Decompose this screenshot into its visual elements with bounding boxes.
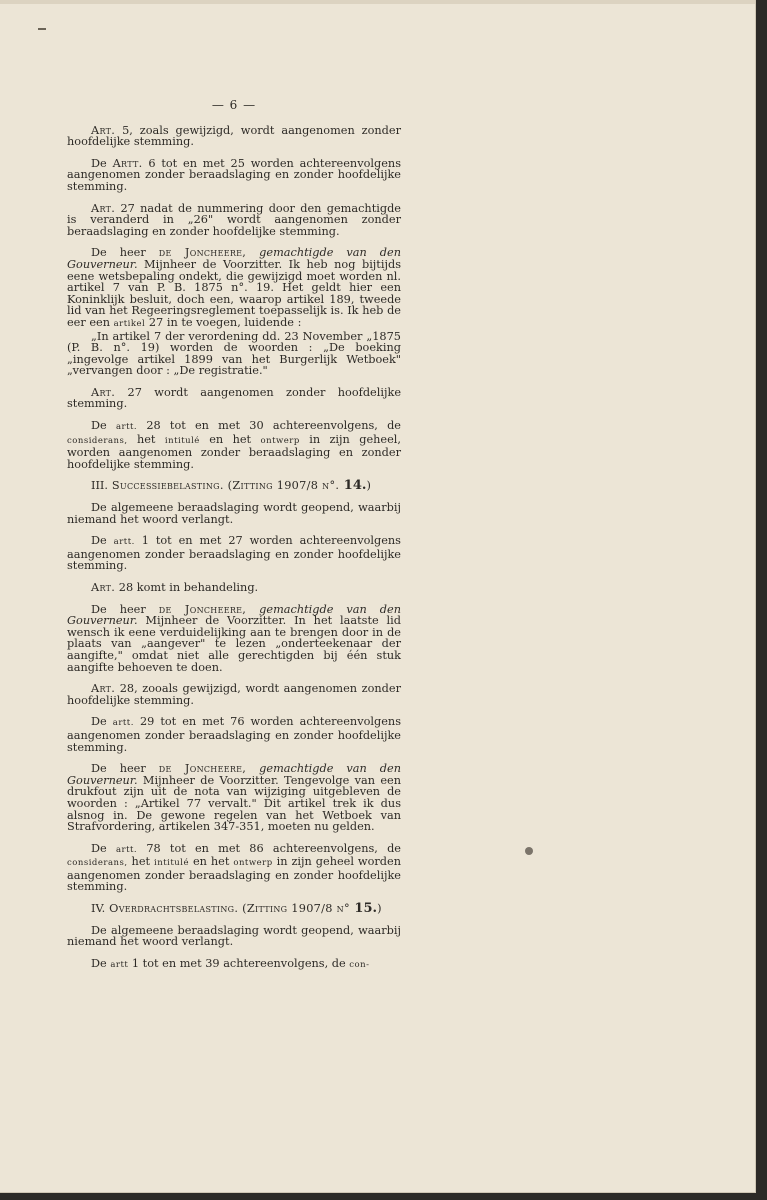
paper-stain (525, 847, 533, 855)
paragraph-joncheere-3: De heer de Joncheere, gemachtigde van den Gouverneur. Mijnheer de Voorzitter. Tengevolge van een drukfout zijn uit de nota van wijziging uitgebleven de woorden : „Artikel 77 vervalt." Dit artikel trek ik dus alsnog in. De gewone regelen van het Wetboek van Strafvordering, artikelen 347-351, moeten nu gelden. (67, 762, 401, 834)
page-fold (0, 0, 755, 4)
paragraph-artt1-27: De artt. 1 tot en met 27 worden achtereenvolgens aangenomen zonder beraadslaging en zonder hoofdelijke stemming. (67, 534, 401, 573)
paragraph-artt78-86: De artt. 78 tot en met 86 achtereenvolgens, de considerans, het intitulé en het ontwerp in zijn geheel worden aangenomen zonder beraadslaging en zonder hoofdelijke stemming. (67, 841, 401, 894)
paragraph-art27: Art. 27 nadat de nummering door den gemachtigde is veranderd in „26" wordt aangenomen zonder beraadslaging en zonder hoofdelijke stemming. (67, 201, 401, 238)
paragraph-art28-adopted: Art. 28, zooals gewijzigd, wordt aangenomen zonder hoofdelijke stemming. (67, 682, 401, 707)
paragraph-artt6-25: De Artt. 6 tot en met 25 worden achtereenvolgens aangenomen zonder beraadslaging en zonder hoofdelijke stemming. (67, 156, 401, 193)
paragraph-art27-adopted: Art. 27 wordt aangenomen zonder hoofdelijke stemming. (67, 385, 401, 411)
paragraph-general-debate-2: De algemeene beraadslaging wordt geopend, waarbij niemand het woord verlangt. (67, 923, 401, 949)
paragraph-artt1-39: De artt 1 tot en met 39 achtereenvolgens, de con- (91, 956, 370, 970)
paragraph-art28: Art. 28 komt in behandeling. (91, 581, 259, 594)
paragraph-joncheere-1: De heer de Joncheere, gemachtigde van den Gouverneur. Mijnheer de Voorzitter. Ik heb nog bijtijds eene wetsbepaling ondekt, die gewijzigd moet worden nl. artikel 7 van P. B. 1875 n°. 19. Het geldt hier een Koninklijk besluit, doch een, waarop artikel 189, tweede lid van het Regeeringsreglement toepasselijk is. Ik heb de eer een artikel 27 in te voegen, luidende : (67, 246, 401, 329)
paragraph-art5: Art. 5, zoals gewijzigd, wordt aangenomen zonder hoofdelijke stemming. (67, 123, 401, 149)
pencil-mark (38, 28, 46, 30)
paragraph-joncheere-2: De heer de Joncheere, gemachtigde van den Gouverneur. Mijnheer de Voorzitter. In het laatste lid wensch ik eene verduidelijking aan te brengen door in de plaats van „aangever" te lezen „onderteekenaar der aangifte," omdat niet alle gerechtigden bij één stuk aangifte behoeven te doen. (67, 602, 401, 674)
page-number: — 6 — (211, 98, 257, 112)
heading-overdrachtsbelasting: IV. Overdrachtsbelasting. (Zitting 1907/8 n° 15.) (91, 901, 382, 917)
heading-successiebelasting: III. Successiebelasting. (Zitting 1907/8 n°. 14.) (91, 478, 371, 494)
paragraph-artt29-76: De artt. 29 tot en met 76 worden achtereenvolgens aangenomen zonder beraadslaging en zonder hoofdelijke stemming. (67, 715, 401, 754)
paragraph-quote: „In artikel 7 der verordening dd. 23 November „1875 (P. B. n°. 19) worden de woorden : „De boeking „ingevolge artikel 1899 van het Burgerlijk Wetboek" „vervangen door : „De registratie." (67, 329, 401, 378)
paragraph-general-debate-1: De algemeene beraadslaging wordt geopend, waarbij niemand het woord verlangt. (67, 501, 401, 526)
paragraph-artt28-30: De artt. 28 tot en met 30 achtereenvolgens, de considerans, het intitulé en het ontwerp in zijn geheel, worden aangenomen zonder beraadslaging en zonder hoofdelijke stemming. (67, 419, 401, 471)
page-text (67, 100, 401, 981)
